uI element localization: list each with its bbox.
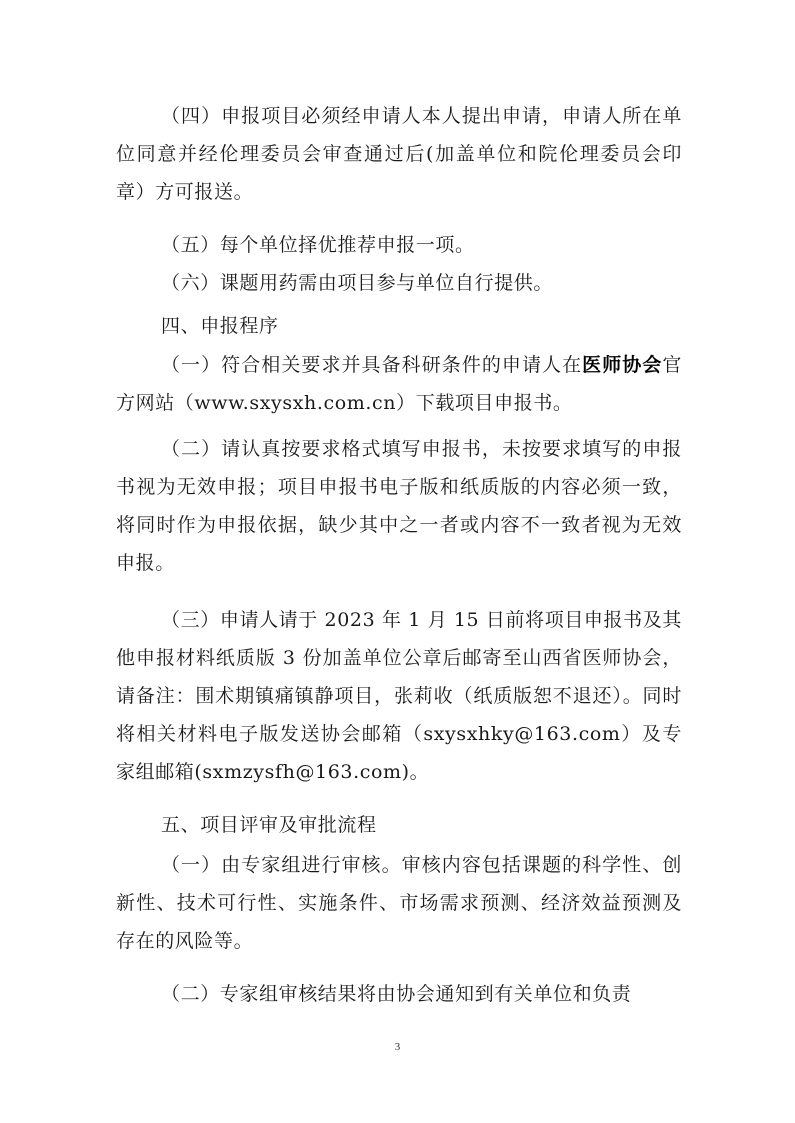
paragraph-text-after-highlight: 官方网站（www.sxysxh.com.cn）下载项目申报书。 [116, 354, 682, 414]
paragraph-procedure-2-fill-form: （二）请认真按要求格式填写申报书，未按要求填写的申报书视为无效申报；项目申报书电子版和纸质版的内容必须一致，将同时作为申报依据，缺少其中之一者或内容不一致者视为无效申报。 [116, 438, 682, 574]
paragraph-item-6-medication: （六）课题用药需由项目参与单位自行提供。 [161, 272, 554, 294]
paragraph-item-4-submission-requirement: （四）申报项目必须经申请人本人提出申请，申请人所在单位同意并经伦理委员会审查通过后(加盖单位和院伦理委员会印章）方可报送。 [116, 105, 682, 203]
paragraph-review-2-notification: （二）专家组审核结果将由协会通知到有关单位和负责 [161, 983, 632, 1005]
section-heading-application-procedure: 四、申报程序 [161, 315, 279, 337]
paragraph-procedure-3-submission-deadline: （三）申请人请于 2023 年 1 月 15 日前将项目申报书及其他申报材料纸质版 3 份加盖单位公章后邮寄至山西省医师协会，请备注：围术期镇痛镇静项目，张莉收（纸质版恕不退还）。同时将相关材料电子版发送协会邮箱（sxysxhky@163.com）及专家组邮箱(sxmzysfh@163.com)。 [116, 609, 682, 783]
paragraph-text-before-highlight: （一）符合相关要求并具备科研条件的申请人在 [161, 354, 583, 376]
page-number: 3 [394, 1041, 401, 1053]
paragraph-procedure-1-download [116, 346, 682, 422]
paragraph-review-1-expert-audit: （一）由专家组进行审核。审核内容包括课题的科学性、创新性、技术可行性、实施条件、市场需求预测、经济效益预测及存在的风险等。 [116, 854, 682, 952]
highlighted-text-physician-association: 医师协会 [582, 354, 663, 376]
paragraph-item-5-one-per-unit: （五）每个单位择优推荐申报一项。 [161, 234, 475, 256]
section-heading-review-process: 五、项目评审及审批流程 [161, 814, 377, 836]
